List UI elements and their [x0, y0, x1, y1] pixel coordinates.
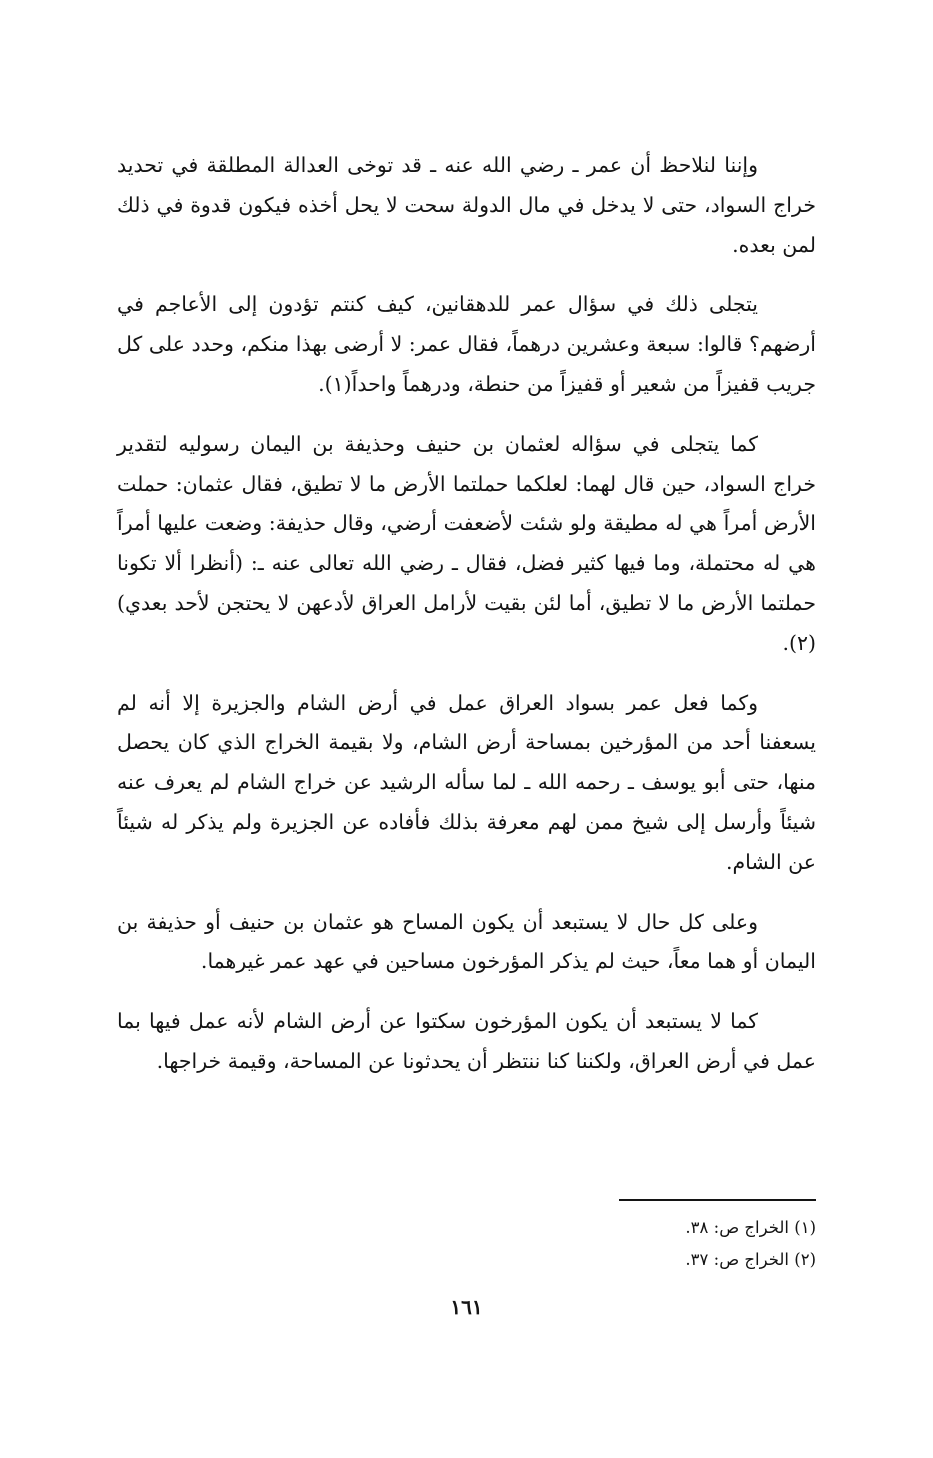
footnote-1: (١) الخراج ص: ٣٨.	[685, 1218, 816, 1237]
footnote-divider	[619, 1199, 816, 1201]
paragraph-1: وإننا لنلاحظ أن عمر ـ رضي الله عنه ـ قد توخى العدالة المطلقة في تحديد خراج السواد، حتى لا يدخل في مال الدولة سحت لا يحل أخذه فيكون قدوة في ذلك لمن بعده.	[117, 153, 816, 257]
footnote-2: (٢) الخراج ص: ٣٧.	[685, 1250, 816, 1269]
paragraph-4: وكما فعل عمر بسواد العراق عمل في أرض الشام والجزيرة إلا أنه لم يسعفنا أحد من المؤرخين بمساحة أرض الشام، ولا بقيمة الخراج الذي كان يحصل منها، حتى أبو يوسف ـ رحمه الله ـ لما سأله الرشيد عن خراج الشام لم يعرف عنه شيئاً وأرسل إلى شيخ ممن لهم معرفة بذلك فأفاده عن الجزيرة ولم يذكر له شيئاً عن الشام.	[117, 690, 816, 874]
footnotes	[316, 1212, 816, 1276]
paragraph-6: كما لا يستبعد أن يكون المؤرخون سكتوا عن أرض الشام لأنه عمل فيها بما عمل في أرض العراق، ولكننا كنا ننتظر أن يحدثونا عن المساحة، وقيمة خراجها.	[117, 1009, 816, 1073]
paragraph-2: يتجلى ذلك في سؤال عمر للدهقانين، كيف كنتم تؤدون إلى الأعاجم في أرضهم؟ قالوا: سبعة وعشرين درهماً، فقال عمر: لا أرضى بهذا منكم، وحدد على كل جريب قفيزاً من شعير أو قفيزاً من حنطة، ودرهماً واحداً(١).	[117, 292, 816, 396]
page-number: ١٦١	[450, 1295, 483, 1319]
paragraph-3: كما يتجلى في سؤاله لعثمان بن حنيف وحذيفة بن اليمان رسوليه لتقدير خراج السواد، حين قال لهما: لعلكما حملتما الأرض ما لا تطيق، فقال عثمان: حملت الأرض أمراً هي له مطيقة ولو شئت لأضعفت أرضي، وقال حذيفة: وضعت عليها أمراً هي له محتملة، وما فيها كثير فضل، فقال ـ رضي الله تعالى عنه ـ: (أنظرا ألا تكونا حملتما الأرض ما لا تطيق، أما لئن بقيت لأرامل العراق لأدعهن لا يحتجن لأحد بعدي)(٢).	[117, 431, 816, 655]
body-text	[117, 146, 816, 1102]
paragraph-5: وعلى كل حال لا يستبعد أن يكون المساح هو عثمان بن حنيف أو حذيفة بن اليمان أو هما معاً، حيث لم يذكر المؤرخون مساحين في عهد عمر غيرهما.	[117, 909, 816, 974]
